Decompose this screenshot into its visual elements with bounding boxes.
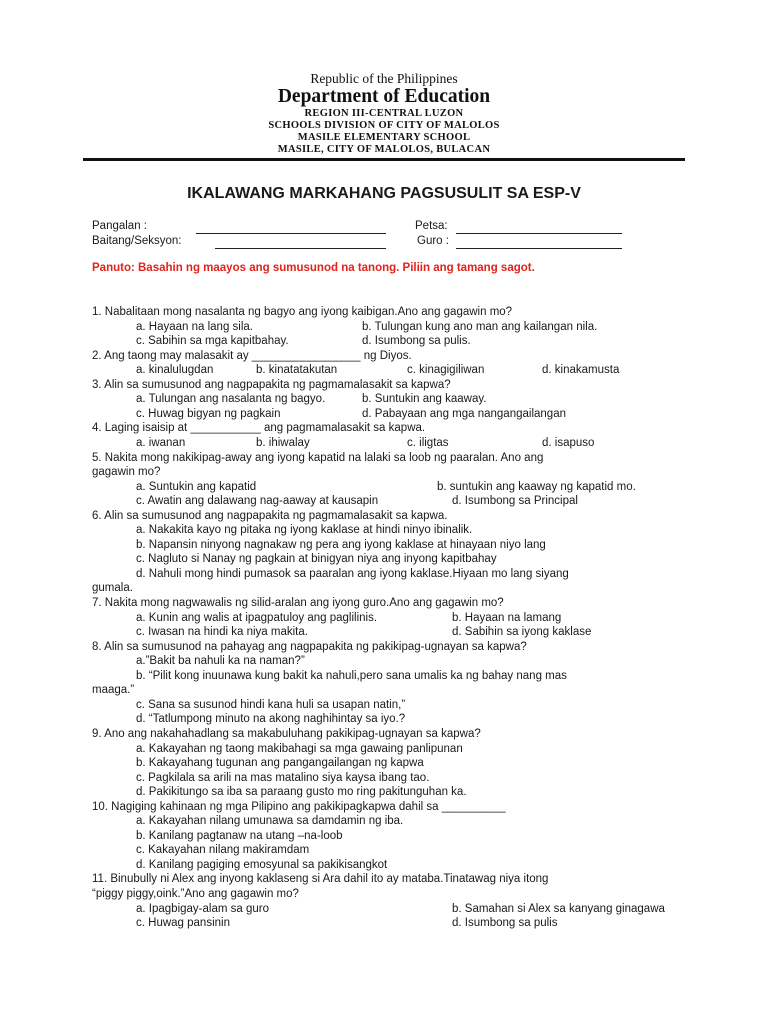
answer-choice[interactable]: d. Kanilang pagiging emosyunal sa pakikisangkot [136,858,388,871]
question-stem: 10. Nagiging kahinaan ng mga Pilipino ang pakikipagkapwa dahil sa __________ [92,800,506,813]
answer-choice[interactable]: b. Samahan si Alex sa kanyang ginagawa [452,902,665,915]
instructions: Panuto: Basahin ng maayos ang sumusunod na tanong. Piliin ang tamang sagot. [92,262,535,274]
answer-choice[interactable]: b. Suntukin ang kaaway. [362,393,487,406]
answer-choice[interactable]: b. Tulungan kung ano man ang kailangan nila. [362,320,598,333]
division-line: SCHOOLS DIVISION OF CITY OF MALOLOS [268,120,500,131]
answer-choice[interactable]: b. Napansin ninyong nagnakaw ng pera ang iyong kaklase at hinayaan niyo lang [136,538,546,551]
date-field[interactable] [456,233,622,234]
answer-choice[interactable]: a.”Bakit ba nahuli ka na naman?” [136,655,305,668]
answer-choice[interactable]: a. Kunin ang walis at ipagpatuloy ang paglilinis. [136,611,378,624]
answer-choice[interactable]: d. Pakikitungo sa iba sa paraang gusto mo ring pakitunguhan ka. [136,786,467,799]
answer-choice[interactable]: d. Pabayaan ang mga nangangailangan [362,407,566,420]
choice-continuation: maaga.” [92,684,135,697]
answer-choice[interactable]: c. Pagkilala sa arili na mas matalino siya kaysa ibang tao. [136,771,430,784]
question-stem: gagawin mo? [92,466,161,479]
question-stem: 7. Nakita mong nagwawalis ng silid-aralan ang iyong guro.Ano ang gagawin mo? [92,597,504,609]
answer-choice[interactable]: b. Kakayahang tugunan ang pangangailangan ng kapwa [136,757,424,770]
question-stem: 5. Nakita mong nakikipag-away ang iyong kapatid na lalaki sa loob ng paaralan. Ano ang [92,451,544,464]
answer-choice[interactable]: c. kinagigiliwan [407,364,485,377]
answer-choice[interactable]: a. Nakakita kayo ng pitaka ng iyong kaklase at hindi ninyo ibinalik. [136,524,473,537]
answer-choice[interactable]: b. ihiwalay [256,436,310,449]
answer-choice[interactable]: b. suntukin ang kaaway ng kapatid mo. [437,480,636,493]
answer-choice[interactable]: a. Kakayahan nilang umunawa sa damdamin ng iba. [136,815,404,828]
teacher-label: Guro : [417,235,449,247]
answer-choice[interactable]: a. kinalulugdan [136,364,214,377]
question-stem: “piggy piggy,oink.”Ano ang gagawin mo? [92,888,299,900]
answer-choice[interactable]: d. “Tatlumpong minuto na akong naghihintay sa iyo.? [136,713,406,726]
department-title: Department of Education [277,86,491,107]
answer-choice[interactable]: b. “Pilit kong inuunawa kung bakit ka nahuli,pero sana umalis ka ng bahay nang mas [136,669,567,682]
region-line: REGION III-CENTRAL LUZON [304,108,464,119]
answer-choice[interactable]: b. kinatatakutan [256,364,338,377]
question-stem: 8. Alin sa sumusunod na pahayag ang nagpapakita ng pakikipag-ugnayan sa kapwa? [92,640,527,653]
answer-choice[interactable]: c. Iwasan na hindi ka niya makita. [136,626,308,639]
answer-choice[interactable]: c. Sabihin sa mga kapitbahay. [136,335,289,348]
question-stem: 2. Ang taong may malasakit ay _________________ ng Diyos. [92,349,412,362]
answer-choice[interactable]: b. Kanilang pagtanaw na utang –na-loob [136,829,343,842]
answer-choice[interactable]: c. Sana sa susunod hindi kana huli sa usapan natin,” [136,698,406,711]
answer-choice[interactable]: d. Sabihin sa iyong kaklase [452,626,592,639]
choice-continuation: gumala. [92,582,133,595]
republic-line: Republic of the Philippines [310,71,458,86]
answer-choice[interactable]: a. Hayaan na lang sila. [136,320,253,333]
answer-choice[interactable]: c. Nagluto si Nanay ng pagkain at binigyan niya ang inyong kapitbahay [136,553,497,566]
school-line: MASILE ELEMENTARY SCHOOL [297,132,471,143]
answer-choice[interactable]: d. Isumbong sa Principal [452,495,578,508]
name-label: Pangalan : [92,220,147,232]
answer-choice[interactable]: c. iligtas [407,436,449,449]
question-stem: 9. Ano ang nakahahadlang sa makabuluhang pakikipag-ugnayan sa kapwa? [92,727,481,740]
answer-choice[interactable]: c. Awatin ang dalawang nag-aaway at kausapin [136,495,379,508]
answer-choice[interactable]: a. Ipagbigay-alam sa guro [136,902,269,915]
exam-title: IKALAWANG MARKAHANG PAGSUSULIT SA ESP-V [187,185,581,202]
question-stem: 6. Alin sa sumusunod ang nagpapakita ng pagmamalasakit sa kapwa. [92,509,448,522]
answer-choice[interactable]: a. Suntukin ang kapatid [136,480,257,493]
answer-choice[interactable]: d. Isumbong sa pulis [452,917,558,930]
date-label: Petsa: [415,220,448,232]
grade-section-field[interactable] [215,248,386,249]
answer-choice[interactable]: d. Nahuli mong hindi pumasok sa paaralan ang iyong kaklase.Hiyaan mo lang siyang [136,567,569,580]
question-stem: 1. Nabalitaan mong nasalanta ng bagyo ang iyong kaibigan.Ano ang gagawin mo? [92,306,513,318]
grade-section-label: Baitang/Seksyon: [92,235,182,247]
answer-choice[interactable]: d. kinakamusta [542,364,620,377]
question-stem: 4. Laging isaisip at ___________ ang pagmamalasakit sa kapwa. [92,422,426,435]
answer-choice[interactable]: a. Tulungan ang nasalanta ng bagyo. [136,393,326,406]
answer-choice[interactable]: d. isapuso [542,436,595,449]
teacher-field[interactable] [456,248,622,249]
answer-choice[interactable]: b. Hayaan na lamang [452,611,562,624]
question-stem: 3. Alin sa sumusunod ang nagpapakita ng pagmamalasakit sa kapwa? [92,378,451,391]
answer-choice[interactable]: d. Isumbong sa pulis. [362,335,471,348]
answer-choice[interactable]: c. Huwag pansinin [136,917,230,930]
address-line: MASILE, CITY OF MALOLOS, BULACAN [277,144,491,155]
name-field[interactable] [196,233,386,234]
header-divider [83,158,685,161]
answer-choice[interactable]: a. iwanan [136,436,186,449]
answer-choice[interactable]: a. Kakayahan ng taong makibahagi sa mga gawaing panlipunan [136,742,463,755]
answer-choice[interactable]: c. Kakayahan nilang makiramdam [136,844,310,857]
question-stem: 11. Binubully ni Alex ang inyong kaklaseng si Ara dahil ito ay mataba.Tinatawag niya itong [92,873,549,886]
answer-choice[interactable]: c. Huwag bigyan ng pagkain [136,407,281,420]
